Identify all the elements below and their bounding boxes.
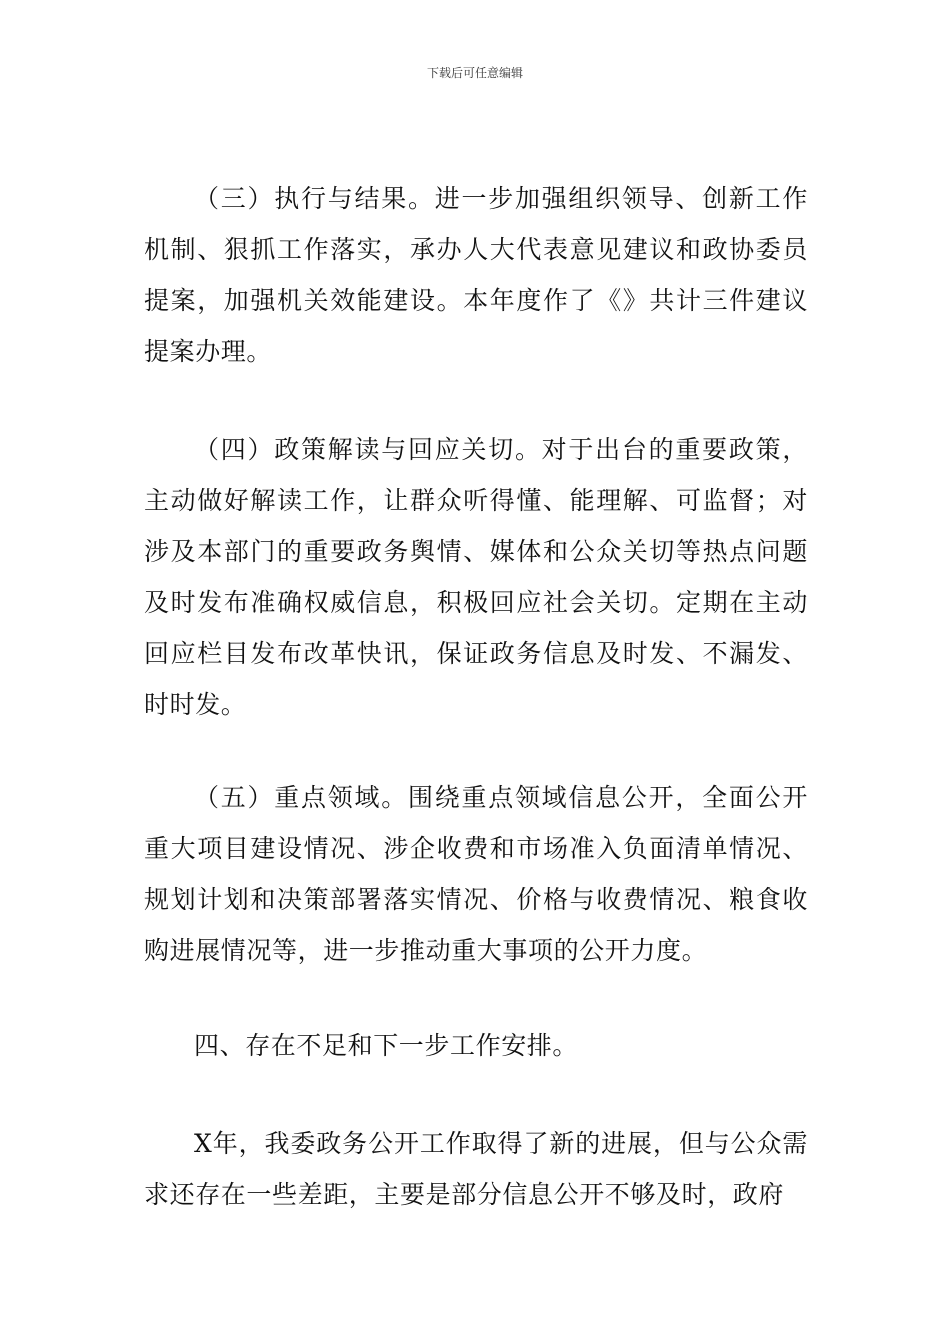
paragraph-execution-results: （三）执行与结果。进一步加强组织领导、创新工作机制、狠抓工作落实，承办人大代表意见建议和政协委员提案，加强机关效能建设。本年度作了《》共计三件建议提案办理。 (144, 184, 808, 366)
section-heading-shortcomings: 四、存在不足和下一步工作安排。 (194, 1031, 579, 1060)
paragraph-policy-interpretation: （四）政策解读与回应关切。对于出台的重要政策，主动做好解读工作，让群众听得懂、能理解、可监督；对涉及本部门的重要政务舆情、媒体和公众关切等热点问题及时发布准确权威信息，积极回应社会关切。定期在主动回应栏目发布改革快讯，保证政务信息及时发、不漏发、时时发。 (144, 435, 808, 719)
paragraph-key-areas: （五）重点领域。围绕重点领域信息公开，全面公开重大项目建设情况、涉企收费和市场准入负面清单情况、规划计划和决策部署落实情况、价格与收费情况、粮食收购进展情况等，进一步推动重大事项的公开力度。 (144, 783, 808, 965)
page-header-note: 下载后可任意编辑 (426, 66, 523, 80)
paragraph-year-summary: X年，我委政务公开工作取得了新的进展，但与公众需求还存在一些差距，主要是部分信息公开不够及时，政府 (144, 1129, 808, 1209)
